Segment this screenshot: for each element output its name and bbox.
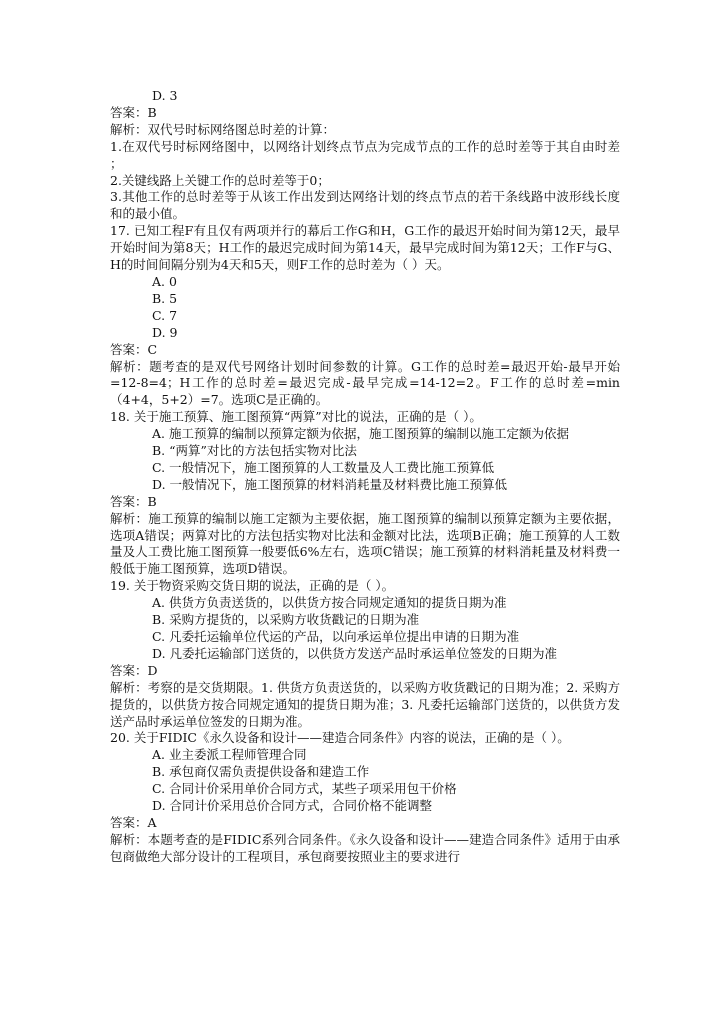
text-line: D. 合同计价采用总价合同方式，合同价格不能调整 (152, 798, 433, 814)
text-line: A. 业主委派工程师管理合同 (152, 747, 307, 763)
text-line: 答案：B (110, 493, 157, 509)
text-line: 17. 已知工程F有且仅有两项并行的幕后工作G和H，G工作的最迟开始时间为第12天，最早开始时间为第8天；H工作的最迟完成时间为第14天，最早完成时间为第12天；工作F与G、H的时间间隔分别为4天和5天，则F工作的总时差为（ ）天。 (110, 223, 620, 273)
text-line: 20. 关于FIDIC《永久设备和设计——建造合同条件》内容的说法，正确的是（ ）。 (110, 730, 570, 746)
text-line: A. 供货方负责送货的，以供货方按合同规定通知的提货日期为准 (152, 595, 507, 611)
text-line: B. “两算”对比的方法包括实物对比法 (152, 443, 357, 459)
document-page (110, 88, 620, 866)
text-line: 3.其他工作的总时差等于从该工作出发到达网络计划的终点节点的若干条线路中波形线长度和的最小值。 (110, 189, 620, 222)
text-line: 解析：双代号时标网络图总时差的计算： (110, 121, 336, 137)
text-line: D. 9 (152, 324, 178, 340)
text-line: 解析：考察的是交货期限。1. 供货方负责送货的，以采购方收货戳记的日期为准；2. 采购方提货的，以供货方按合同规定通知的提货日期为准；3. 凡委托运输部门送货的，以供货方发送产品时承运单位签发的日期为准。 (110, 679, 620, 729)
text-line: 答案：A (110, 814, 157, 830)
text-line: 18. 关于施工预算、施工图预算“两算”对比的说法，正确的是（ ）。 (110, 409, 482, 425)
text-line: B. 承包商仅需负责提供设备和建造工作 (152, 764, 370, 780)
text-line: C. 凡委托运输单位代运的产品，以向承运单位提出申请的日期为准 (152, 629, 520, 644)
text-line: D. 一般情况下，施工图预算的材料消耗量及材料费比施工预算低 (152, 476, 508, 492)
text-line: 2.关键线路上关键工作的总时差等于0； (110, 172, 330, 188)
text-line: C. 合同计价采用单价合同方式，某些子项采用包干价格 (152, 781, 457, 797)
text-line: 答案：C (110, 341, 158, 357)
text-line: B. 采购方提货的，以采购方收货戳记的日期为准 (152, 612, 420, 628)
text-line: 解析：本题考查的是FIDIC系列合同条件。《永久设备和设计——建造合同条件》适用于由承包商做绝大部分设计的工程项目，承包商要按照业主的要求进行 (110, 831, 620, 864)
text-line: C. 一般情况下，施工图预算的人工数量及人工费比施工预算低 (152, 459, 495, 475)
text-line: A. 施工预算的编制以预算定额为依据，施工图预算的编制以施工定额为依据 (152, 426, 569, 442)
text-line: 解析：施工预算的编制以施工定额为主要依据，施工图预算的编制以预算定额为主要依据，选项A错误；两算对比的方法包括实物对比法和金额对比法，选项B正确；施工预算的人工数量及人工费比施工图预算一般要低6%左右，选项C错误；施工预算的材料消耗量及材料费一般低于施工图预算，选项D错误。 (110, 510, 620, 577)
text-line: C. 7 (152, 307, 178, 323)
text-line: B. 5 (152, 290, 178, 306)
text-line: 1.在双代号时标网络图中，以网络计划终点节点为完成节点的工作的总时差等于其自由时差 ； (110, 138, 620, 171)
text-line: 答案：B (110, 104, 157, 120)
text-line: 19. 关于物资采购交货日期的说法，正确的是（ ）。 (110, 578, 395, 594)
text-line: 解析：题考查的是双代号网络计划时间参数的计算。G工作的总时差=最迟开始-最早开始=12-8=4；H工作的总时差=最迟完成-最早完成=14-12=2。F工作的总时差=min（4+4，5+2）=7。选项C是正确的。 (110, 358, 620, 408)
text-line: A. 0 (152, 273, 177, 289)
text-line: D. 凡委托运输部门送货的，以供货方发送产品时承运单位签发的日期为准 (152, 645, 558, 661)
text-line: D. 3 (152, 88, 178, 103)
text-line: 答案：D (110, 662, 158, 678)
